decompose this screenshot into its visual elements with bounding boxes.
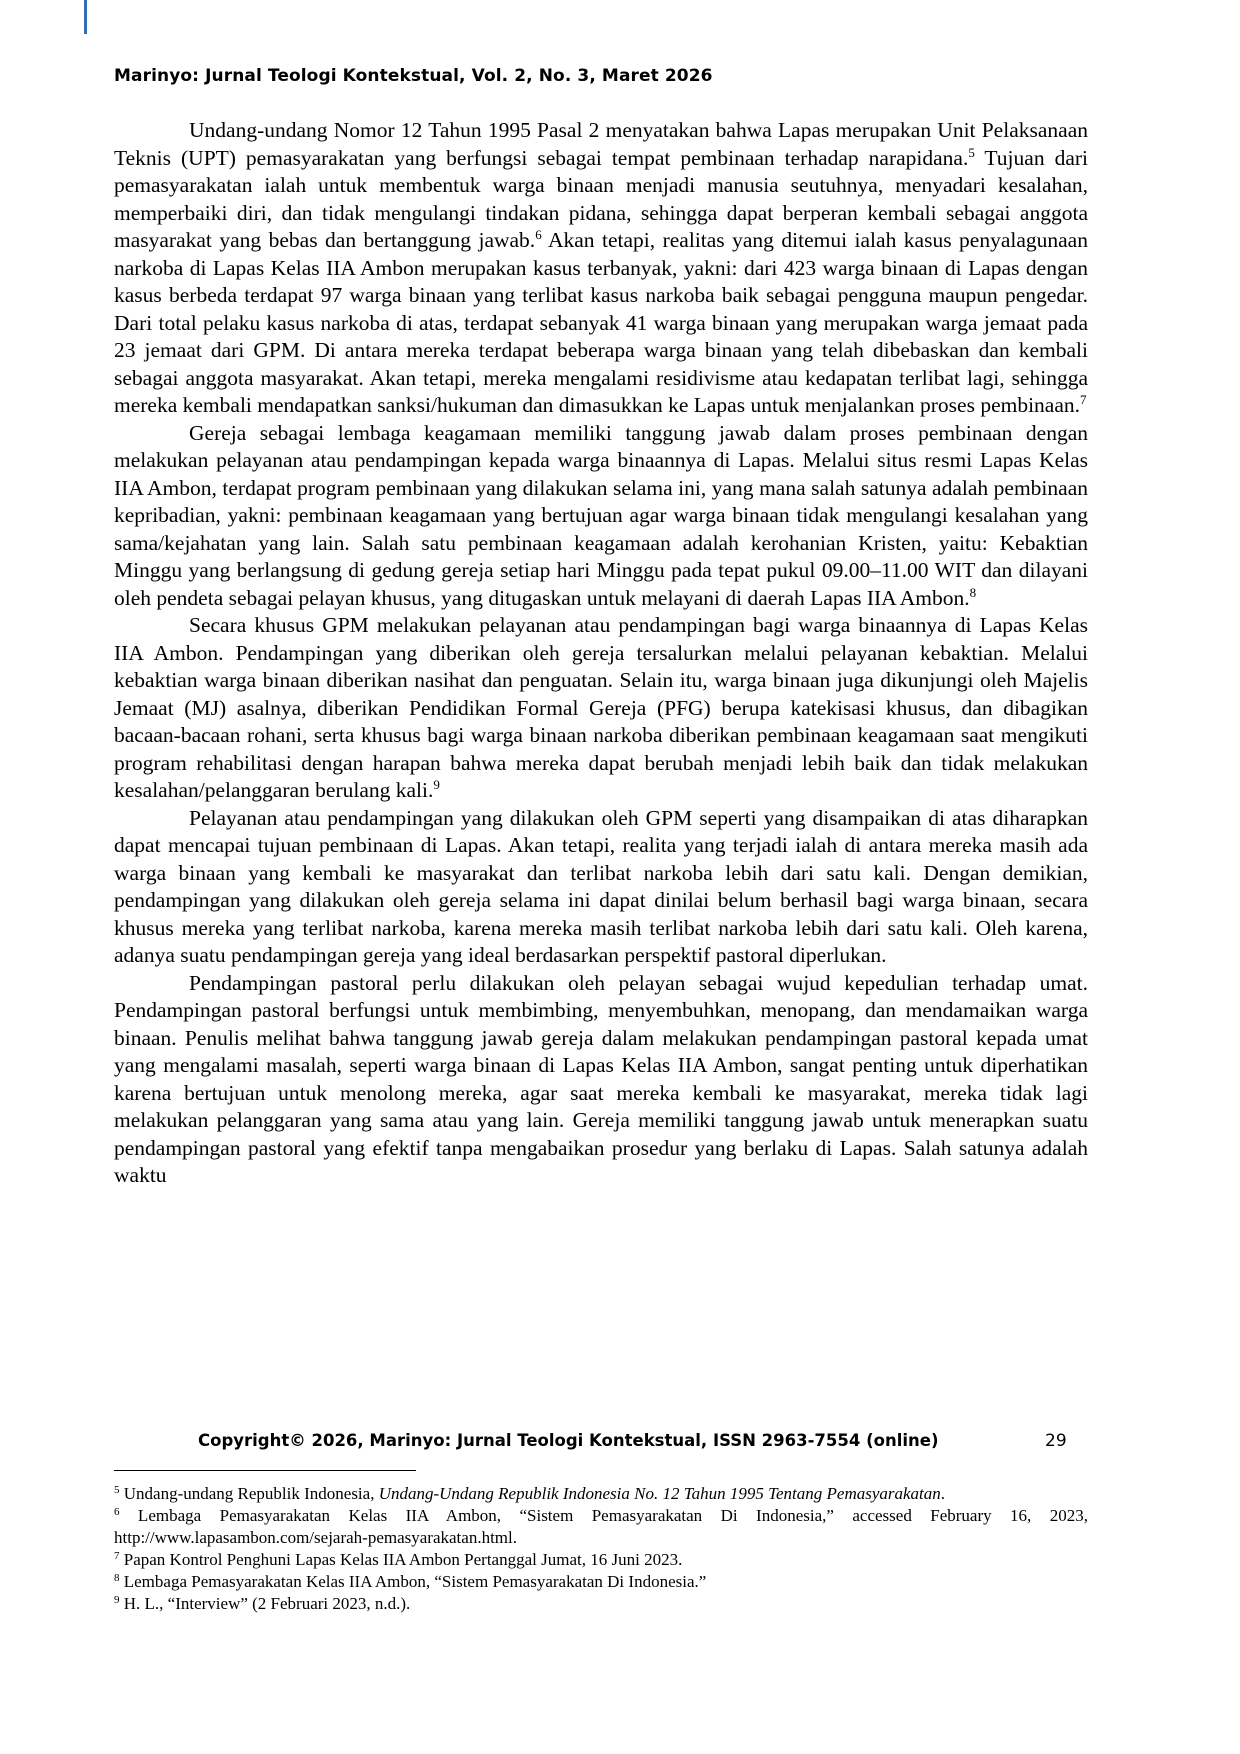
footnote-ref[interactable]: 7 — [1080, 392, 1087, 407]
footnotes — [114, 1483, 1088, 1615]
paragraph: Secara khusus GPM melakukan pelayanan atau pendampingan bagi warga binaannya di Lapas Kelas IIA Ambon. Pendampingan yang diberikan oleh gereja tersalurkan melalui pelayanan kebaktian. Melalui kebaktian warga binaan diberikan nasihat dan penguatan. Selain itu, warga binaan juga dikunjungi oleh Majelis Jemaat (MJ) asalnya, diberikan Pendidikan Formal Gereja (PFG) berupa katekisasi khusus, dan dibagikan bacaan-bacaan rohani, serta khusus bagi warga binaan narkoba diberikan pembinaan keagamaan saat mengikuti program rehabilitasi dengan harapan bahwa mereka dapat berubah menjadi lebih baik dan tidak melakukan kesalahan/pelanggaran berulang kali.$^9$ — [114, 613, 1088, 802]
footnote: $^5$ Undang-undang Republik Indonesia, Undang-Undang Republik Indonesia No. 12 Tahun 1995 Tentang Pemasyarakatan. — [114, 1484, 946, 1503]
paragraph: Undang-undang Nomor 12 Tahun 1995 Pasal 2 menyatakan bahwa Lapas merupakan Unit Pelaksanaan Teknis (UPT) pemasyarakatan yang berfungsi sebagai tempat pembinaan terhadap narapidana.$^5$ Tujuan dari pemasyarakatan ialah untuk membentuk warga binaan menjadi manusia seutuhnya, menyadari kesalahan, memperbaiki diri, dan tidak mengulangi tindakan pidana, sehingga dapat berperan kembali sebagai anggota masyarakat yang bebas dan bertanggung jawab.$^6$ Akan tetapi, realitas yang ditemui ialah kasus penyalagunaan narkoba di Lapas Kelas IIA Ambon merupakan kasus terbanyak, yakni: dari 423 warga binaan di Lapas dengan kasus berbeda terdapat 97 warga binaan yang terlibat kasus narkoba baik sebagai pengguna maupun pengedar. Dari total pelaku kasus narkoba di atas, terdapat sebanyak 41 warga binaan yang merupakan warga jemaat pada 23 jemaat dari GPM. Di antara mereka terdapat beberapa warga binaan yang telah dibebaskan dan kembali sebagai anggota masyarakat. Akan tetapi, mereka mengalami residivisme atau kedapatan terlibat lagi, sehingga mereka kembali mendapatkan sanksi/hukuman dan dimasukkan ke Lapas untuk menjalankan proses pembinaan.$^7$ — [114, 118, 1088, 417]
footnote-number: 7 — [114, 1550, 120, 1562]
paragraph: Gereja sebagai lembaga keagamaan memiliki tanggung jawab dalam proses pembinaan dengan melakukan pelayanan atau pendampingan kepada warga binaannya di Lapas. Melalui situs resmi Lapas Kelas IIA Ambon, terdapat program pembinaan yang dilakukan selama ini, yang mana salah satunya adalah pembinaan kepribadian, yakni: pembinaan keagamaan yang bertujuan agar warga binaan tidak mengulangi kesalahan yang sama/kejahatan yang lain. Salah satu pembinaan keagamaan adalah kerohanian Kristen, yaitu: Kebaktian Minggu yang berlangsung di gedung gereja setiap hari Minggu pada tepat pukul 09.00–11.00 WIT dan dilayani oleh pendeta sebagai pelayan khusus, yang ditugaskan untuk melayani di daerah Lapas IIA Ambon.$^8$ — [114, 420, 1088, 610]
page-number: 29 — [1045, 1431, 1067, 1451]
footnote: $^7$ Papan Kontrol Penghuni Lapas Kelas IIA Ambon Pertanggal Jumat, 16 Juni 2023. — [114, 1550, 683, 1569]
running-header: Marinyo: Jurnal Teologi Kontekstual, Vol. 2, No. 3, Maret 2026 — [114, 66, 713, 86]
footnote-number: 5 — [114, 1484, 120, 1496]
footnote: $^9$ H. L., “Interview” (2 Februari 2023, n.d.). — [114, 1594, 411, 1613]
footnote: $^6$ Lembaga Pemasyarakatan Kelas IIA Ambon, “Sistem Pemasyarakatan Di Indonesia,” accessed February 16, 2023, http://www.lapasambon.com/sejarah-pemasyarakatan.html. — [114, 1506, 1088, 1547]
footnote-ref[interactable]: 6 — [535, 227, 542, 242]
header-accent-bar — [84, 0, 87, 34]
footnote-separator — [114, 1470, 416, 1471]
footnote-ref[interactable]: 8 — [969, 584, 977, 600]
footnote-ref[interactable]: 9 — [433, 777, 440, 792]
footnote-number: 8 — [114, 1572, 120, 1584]
paragraph: Pendampingan pastoral perlu dilakukan oleh pelayan sebagai wujud kepedulian terhadap umat. Pendampingan pastoral berfungsi untuk membimbing, menyembuhkan, menopang, dan mendamaikan warga binaan. Penulis melihat bahwa tanggung jawab gereja dalam melakukan pendampingan pastoral kepada umat yang mengalami masalah, seperti warga binaan di Lapas Kelas IIA Ambon, sangat penting untuk diperhatikan karena bertujuan untuk menolong mereka, agar saat mereka kembali ke masyarakat, mereka tidak lagi melakukan pelanggaran yang sama atau yang lain. Gereja memiliki tanggung jawab untuk menerapkan suatu pendampingan pastoral yang efektif tanpa mengabaikan prosedur yang berlaku di Lapas. Salah satunya adalah waktu — [114, 970, 1088, 1187]
footer-copyright: Copyright© 2026, Marinyo: Jurnal Teologi Kontekstual, ISSN 2963-7554 (online) — [198, 1431, 939, 1450]
footnote-ref[interactable]: 5 — [968, 144, 975, 160]
footnote-number: 9 — [114, 1594, 120, 1606]
footnote-number: 6 — [114, 1506, 120, 1518]
body-text — [114, 117, 1088, 1190]
paragraph: Pelayanan atau pendampingan yang dilakukan oleh GPM seperti yang disampaikan di atas diharapkan dapat mencapai tujuan pembinaan di Lapas. Akan tetapi, realita yang terjadi ialah di antara mereka masih ada warga binaan yang kembali ke masyarakat dan terlibat narkoba lebih dari satu kali. Dengan demikian, pendampingan yang dilakukan oleh gereja selama ini dapat dinilai belum berhasil bagi warga binaan, secara khusus mereka yang terlibat narkoba, karena mereka masih terlibat narkoba lebih dari satu kali. Oleh karena, adanya suatu pendampingan gereja yang ideal berdasarkan perspektif pastoral diperlukan. — [114, 805, 1088, 967]
footnote: $^8$ Lembaga Pemasyarakatan Kelas IIA Ambon, “Sistem Pemasyarakatan Di Indonesia.” — [114, 1572, 707, 1591]
